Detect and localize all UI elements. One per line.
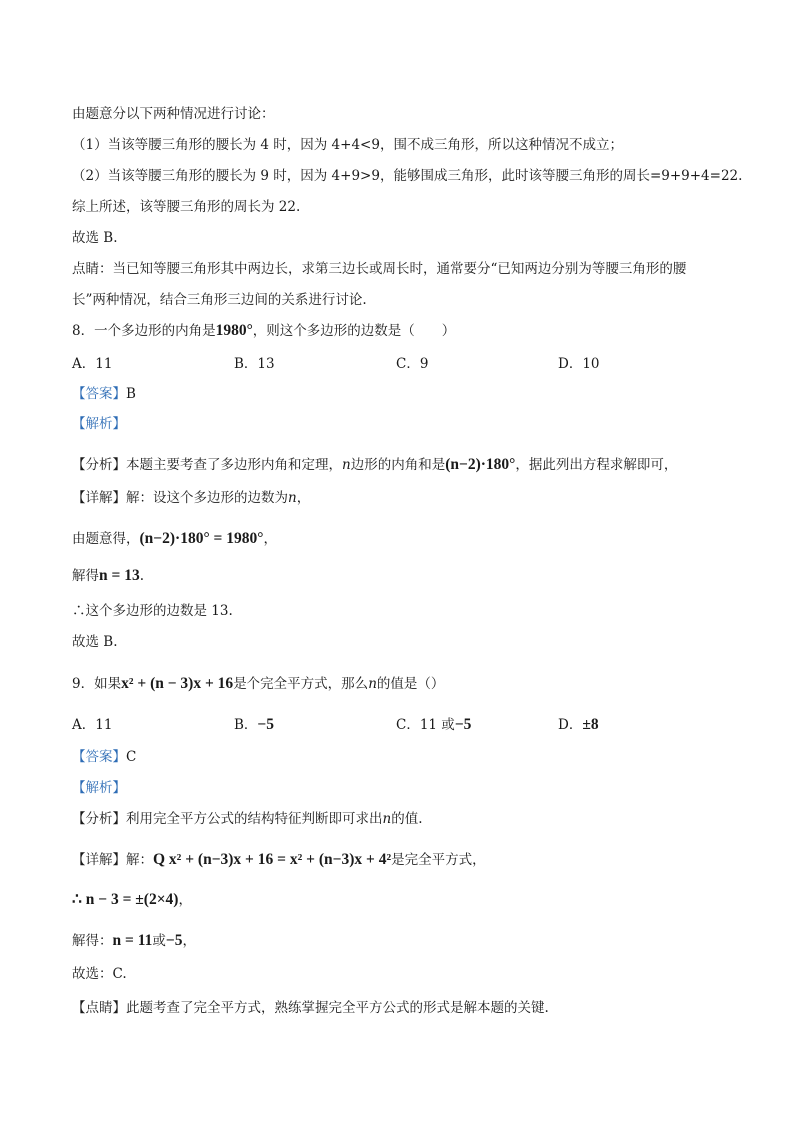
- q9-choice: 故选：C.: [72, 966, 127, 982]
- solution-case-1: （1）当该等腰三角形的腰长为 4 时，因为 4+4<9，围不成三角形，所以这种情况不成立；: [72, 137, 623, 153]
- q8-equation-math: (n−2)·180° = 1980°: [139, 530, 264, 547]
- q8-stem: 8．一个多边形的内角是1980°，则这个多边形的边数是（ ）: [72, 322, 456, 339]
- q8-option-a: A．11: [72, 356, 113, 372]
- solution-choice: 故选 B.: [72, 230, 118, 246]
- q9-xiangjie: 【详解】解：Q x² + (n−3)x + 16 = x² + (n−3)x + 4²是完全平方式，: [72, 851, 486, 868]
- q9-analysis-tag: 【解析】: [72, 780, 126, 796]
- q9-answer-tag: 【答案】: [72, 749, 126, 765]
- q8-option-b: B．13: [234, 356, 275, 372]
- q9-option-b: B．−5: [234, 716, 275, 733]
- q9-dianjing: 【点睛】此题考查了完全平方式，熟练掌握完全平方公式的形式是解本题的关键.: [72, 1000, 549, 1016]
- q9-step: ∴ n − 3 = ±(2×4)，: [72, 891, 192, 908]
- q8-fenxi-math: (n−2)·180°: [445, 456, 516, 473]
- q9-option-c: C．11 或−5: [396, 716, 472, 733]
- q8-solve: 解得n = 13.: [72, 567, 144, 584]
- q9-solve: 解得：n = 11或−5，: [72, 932, 196, 949]
- q9-stem-math: x² + (n − 3)x + 16: [121, 675, 234, 692]
- q8-option-d: D．10: [558, 356, 600, 372]
- q8-answer: 【答案】B: [72, 386, 136, 402]
- solution-intro: 由题意分以下两种情况进行讨论：: [72, 106, 275, 122]
- solution-comment-line-2: 长”两种情况，结合三角形三边间的关系进行讨论.: [72, 292, 367, 308]
- q9-option-a: A．11: [72, 717, 113, 733]
- q9-fenxi: 【分析】利用完全平方公式的结构特征判断即可求出n的值.: [72, 811, 423, 827]
- q8-answer-tag: 【答案】: [72, 386, 126, 402]
- q9-solve-math-1: n = 11: [112, 932, 153, 949]
- q9-option-d: D．±8: [558, 716, 599, 733]
- q9-solve-math-2: −5: [165, 932, 183, 949]
- q8-xiangjie: 【详解】解：设这个多边形的边数为n，: [72, 490, 311, 506]
- q8-option-c: C．9: [396, 356, 429, 372]
- solution-comment-line-1: 点睛：当已知等腰三角形其中两边长，求第三边长或周长时，通常要分“已知两边分别为等腰三角形的腰: [72, 261, 687, 277]
- q9-xiangjie-math: Q x² + (n−3)x + 16 = x² + (n−3)x + 4²: [153, 851, 392, 868]
- q8-choice: 故选 B.: [72, 634, 118, 650]
- q8-fenxi: 【分析】本题主要考查了多边形内角和定理，n边形的内角和是(n−2)·180°，据此列出方程求解即可，: [72, 456, 678, 473]
- q9-answer: 【答案】C: [72, 749, 137, 765]
- q8-equation: 由题意得，(n−2)·180° = 1980°，: [72, 530, 277, 547]
- q8-solve-math: n = 13: [99, 567, 140, 584]
- q9-stem: 9．如果x² + (n − 3)x + 16是个完全平方式，那么n的值是（）: [72, 675, 445, 692]
- q9-step-math: ∴ n − 3 = ±(2×4): [72, 891, 179, 908]
- q8-conclusion: ∴这个多边形的边数是 13.: [72, 603, 233, 619]
- solution-summary: 综上所述，该等腰三角形的周长为 22.: [72, 199, 301, 215]
- q8-stem-math: 1980°: [215, 322, 253, 339]
- solution-case-2: （2）当该等腰三角形的腰长为 9 时，因为 4+9>9，能够围成三角形，此时该等腰三角形的周长=9+9+4=22.: [72, 168, 743, 184]
- q8-analysis-tag: 【解析】: [72, 416, 126, 432]
